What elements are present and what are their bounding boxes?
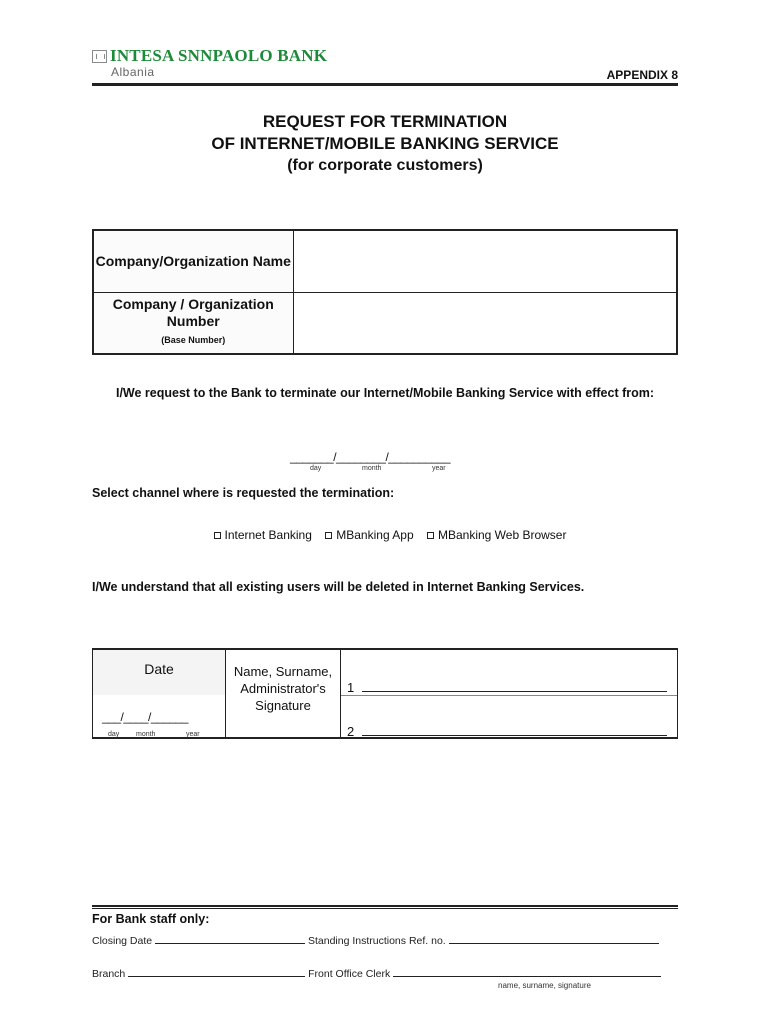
signature-lines-divider — [341, 695, 677, 696]
header-divider — [92, 83, 678, 86]
signature-line-2[interactable] — [347, 724, 667, 739]
document-title-line-2: OF INTERNET/MOBILE BANKING SERVICE — [211, 134, 559, 153]
mbanking-web-browser-checkbox[interactable] — [427, 532, 434, 539]
front-office-clerk-field[interactable] — [393, 968, 661, 977]
logo-emblem-icon — [92, 50, 107, 63]
signature-date-label: Date — [93, 650, 225, 695]
logo-subtitle: Albania — [111, 65, 155, 79]
signature-lines — [341, 650, 677, 737]
branch-row — [92, 968, 661, 980]
appendix-label: APPENDIX 8 — [606, 68, 678, 82]
bank-logo — [92, 46, 327, 66]
branch-label: Branch — [92, 968, 126, 980]
branch-field[interactable] — [128, 968, 305, 977]
company-number-label-cell — [93, 292, 293, 354]
effective-date-day-caption: day — [310, 465, 322, 472]
company-number-field[interactable] — [293, 292, 677, 354]
bank-staff-heading: For Bank staff only: — [92, 912, 210, 926]
closing-date-label: Closing Date — [92, 935, 153, 947]
signature-day-caption: day — [108, 731, 120, 738]
effective-date-month-caption: month — [362, 465, 382, 472]
effective-date-year-caption: year — [432, 465, 446, 472]
mbanking-web-browser-option-label: MBanking Web Browser — [437, 528, 567, 542]
mbanking-app-option-label: MBanking App — [336, 528, 414, 542]
signature-year-caption: year — [186, 731, 200, 738]
base-number-note: (Base Number) — [161, 335, 226, 346]
company-name-label: Company/Organization Name — [93, 230, 293, 292]
users-deletion-notice: I/We understand that all existing users will be deleted in Internet Banking Services. — [92, 580, 585, 594]
signature-table — [92, 648, 678, 739]
signature-date-column — [93, 650, 226, 737]
internet-banking-option-label: Internet Banking — [224, 528, 312, 542]
mbanking-app-checkbox[interactable] — [325, 532, 332, 539]
document-subtitle: (for corporate customers) — [287, 157, 483, 174]
standing-instructions-field[interactable] — [449, 935, 659, 944]
channel-select-label: Select channel where is requested the termination: — [92, 486, 395, 500]
clerk-signature-caption: name, surname, signature — [498, 981, 591, 990]
signature-line-1[interactable] — [347, 680, 667, 695]
closing-date-row — [92, 935, 659, 947]
signature-date-field[interactable]: ___/____/______ — [102, 710, 188, 724]
signature-line-1-number: 1 — [347, 680, 355, 695]
standing-instructions-label: Standing Instructions Ref. no. — [307, 935, 446, 947]
internet-banking-checkbox[interactable] — [214, 532, 221, 539]
termination-request-text: I/We request to the Bank to terminate our Internet/Mobile Banking Service with effect from: — [115, 386, 655, 400]
signature-line-2-number: 2 — [347, 724, 355, 739]
company-name-row — [93, 230, 677, 292]
company-info-table — [92, 229, 678, 355]
signature-line-1-blank — [362, 682, 667, 692]
company-number-label: Company / Organization Number — [112, 296, 274, 330]
effective-date-field[interactable]: _______/________/__________ — [290, 450, 451, 464]
signature-date-cell — [93, 695, 225, 737]
channel-options — [0, 528, 770, 542]
front-office-clerk-label: Front Office Clerk — [308, 968, 391, 980]
administrator-signature-label: Name, Surname, Administrator's Signature — [226, 650, 341, 737]
signature-line-2-blank — [362, 726, 667, 736]
company-number-row — [93, 292, 677, 354]
footer-divider — [92, 905, 678, 909]
document-title-line-1: REQUEST FOR TERMINATION — [262, 112, 508, 131]
signature-month-caption: month — [136, 731, 156, 738]
logo-name: INTESA SNNPAOLO BANK — [110, 46, 328, 65]
company-name-field[interactable] — [293, 230, 677, 292]
closing-date-field[interactable] — [155, 935, 305, 944]
